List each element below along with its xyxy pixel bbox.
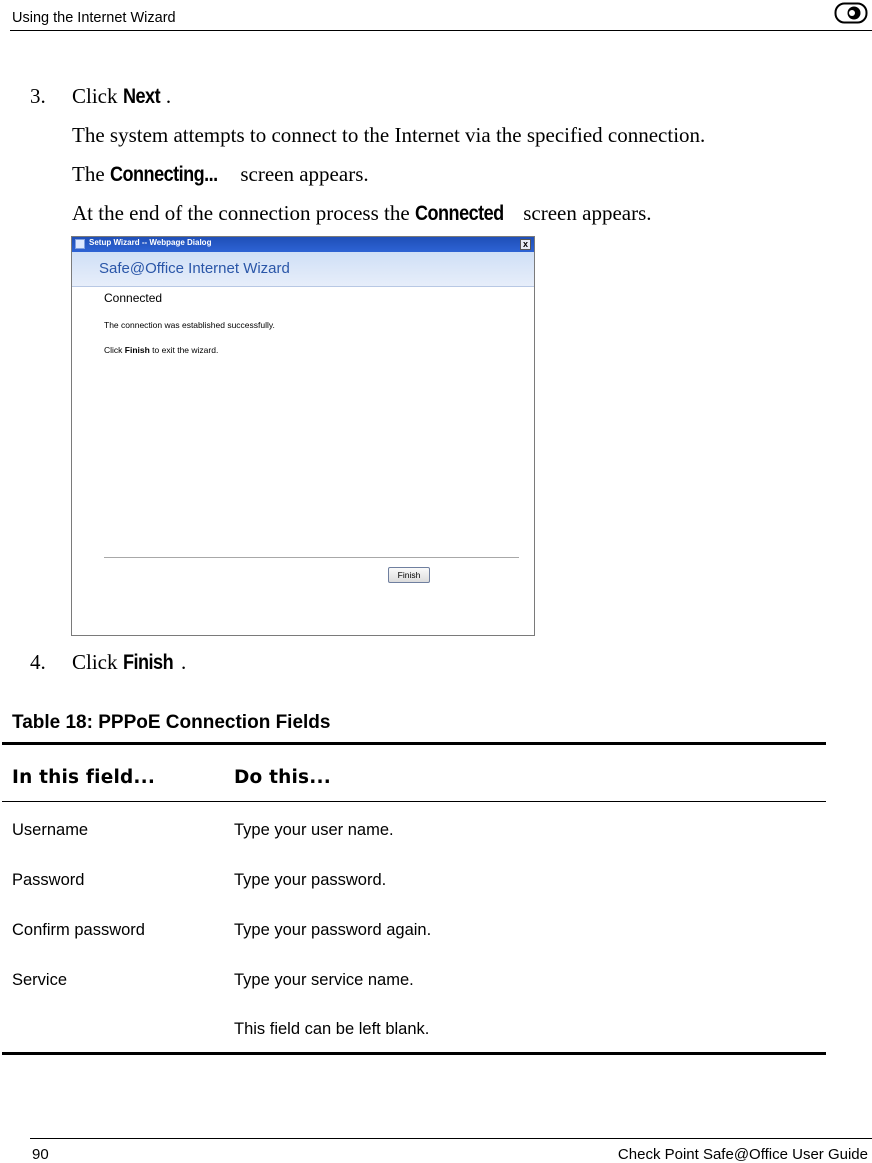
table-cell-field: Confirm password	[12, 921, 145, 939]
table-cell-note: This field can be left blank.	[234, 1020, 430, 1038]
wizard-banner	[72, 252, 534, 287]
step-text: screen appears.	[518, 201, 652, 225]
ui-term-connected: Connected	[414, 202, 504, 225]
finish-button[interactable]: Finish	[388, 567, 430, 583]
table-caption: Table 18: PPPoE Connection Fields	[12, 712, 331, 733]
dialog-heading: Connected	[104, 291, 163, 305]
document-title: Check Point Safe@Office User Guide	[617, 1146, 868, 1163]
window-icon	[75, 239, 85, 249]
table-top-rule	[2, 742, 826, 745]
ui-term-next: Next	[122, 85, 160, 108]
step-3-instruction	[72, 84, 171, 109]
table-cell-field: Password	[12, 871, 85, 889]
table-cell-field: Service	[12, 971, 68, 989]
dialog-text: to exit the wizard.	[149, 345, 219, 355]
close-icon[interactable]: x	[520, 239, 531, 250]
step-3-connecting-note	[72, 162, 369, 187]
dialog-text: Click	[104, 345, 125, 355]
wizard-banner-title: Safe@Office Internet Wizard	[99, 260, 290, 277]
check-point-logo-icon	[834, 2, 868, 24]
table-cell-action: Type your user name.	[234, 821, 394, 839]
table-cell-action: Type your service name.	[234, 971, 414, 989]
step-number: 3.	[30, 84, 46, 108]
step-3-connected-note	[72, 201, 652, 226]
step-3-description: The system attempts to connect to the Internet via the specified connection.	[72, 123, 706, 147]
page-number: 90	[32, 1146, 49, 1163]
step-text: Click	[72, 84, 123, 108]
step-text: At the end of the connection process the	[72, 201, 415, 225]
table-bottom-rule	[2, 1052, 826, 1055]
step-text: .	[180, 650, 187, 674]
connected-dialog-screenshot	[71, 236, 535, 636]
table-cell-action: Type your password.	[234, 871, 387, 889]
table-cell-action: Type your password again.	[234, 921, 432, 939]
running-header: Using the Internet Wizard	[12, 10, 176, 26]
dialog-term-finish: Finish	[124, 345, 150, 355]
step-number: 4.	[30, 650, 46, 674]
step-text: screen appears.	[235, 162, 369, 186]
dialog-instruction	[104, 345, 218, 355]
header-rule	[10, 30, 872, 31]
step-text: The	[72, 162, 110, 186]
dialog-titlebar	[72, 237, 534, 252]
footer-rule	[30, 1138, 872, 1139]
step-text: Click	[72, 650, 123, 674]
dialog-message: The connection was established successfully.	[104, 320, 275, 330]
ui-term-connecting: Connecting...	[109, 163, 218, 186]
table-header-rule	[2, 801, 826, 802]
column-header-action: Do this...	[234, 767, 331, 788]
ui-term-finish: Finish	[122, 651, 173, 674]
table-cell-field: Username	[12, 821, 89, 839]
dialog-title: Setup Wizard -- Webpage Dialog	[89, 238, 212, 247]
step-4-instruction	[72, 650, 186, 675]
column-header-field: In this field...	[12, 767, 156, 788]
step-text: .	[165, 84, 172, 108]
dialog-separator	[104, 557, 519, 558]
